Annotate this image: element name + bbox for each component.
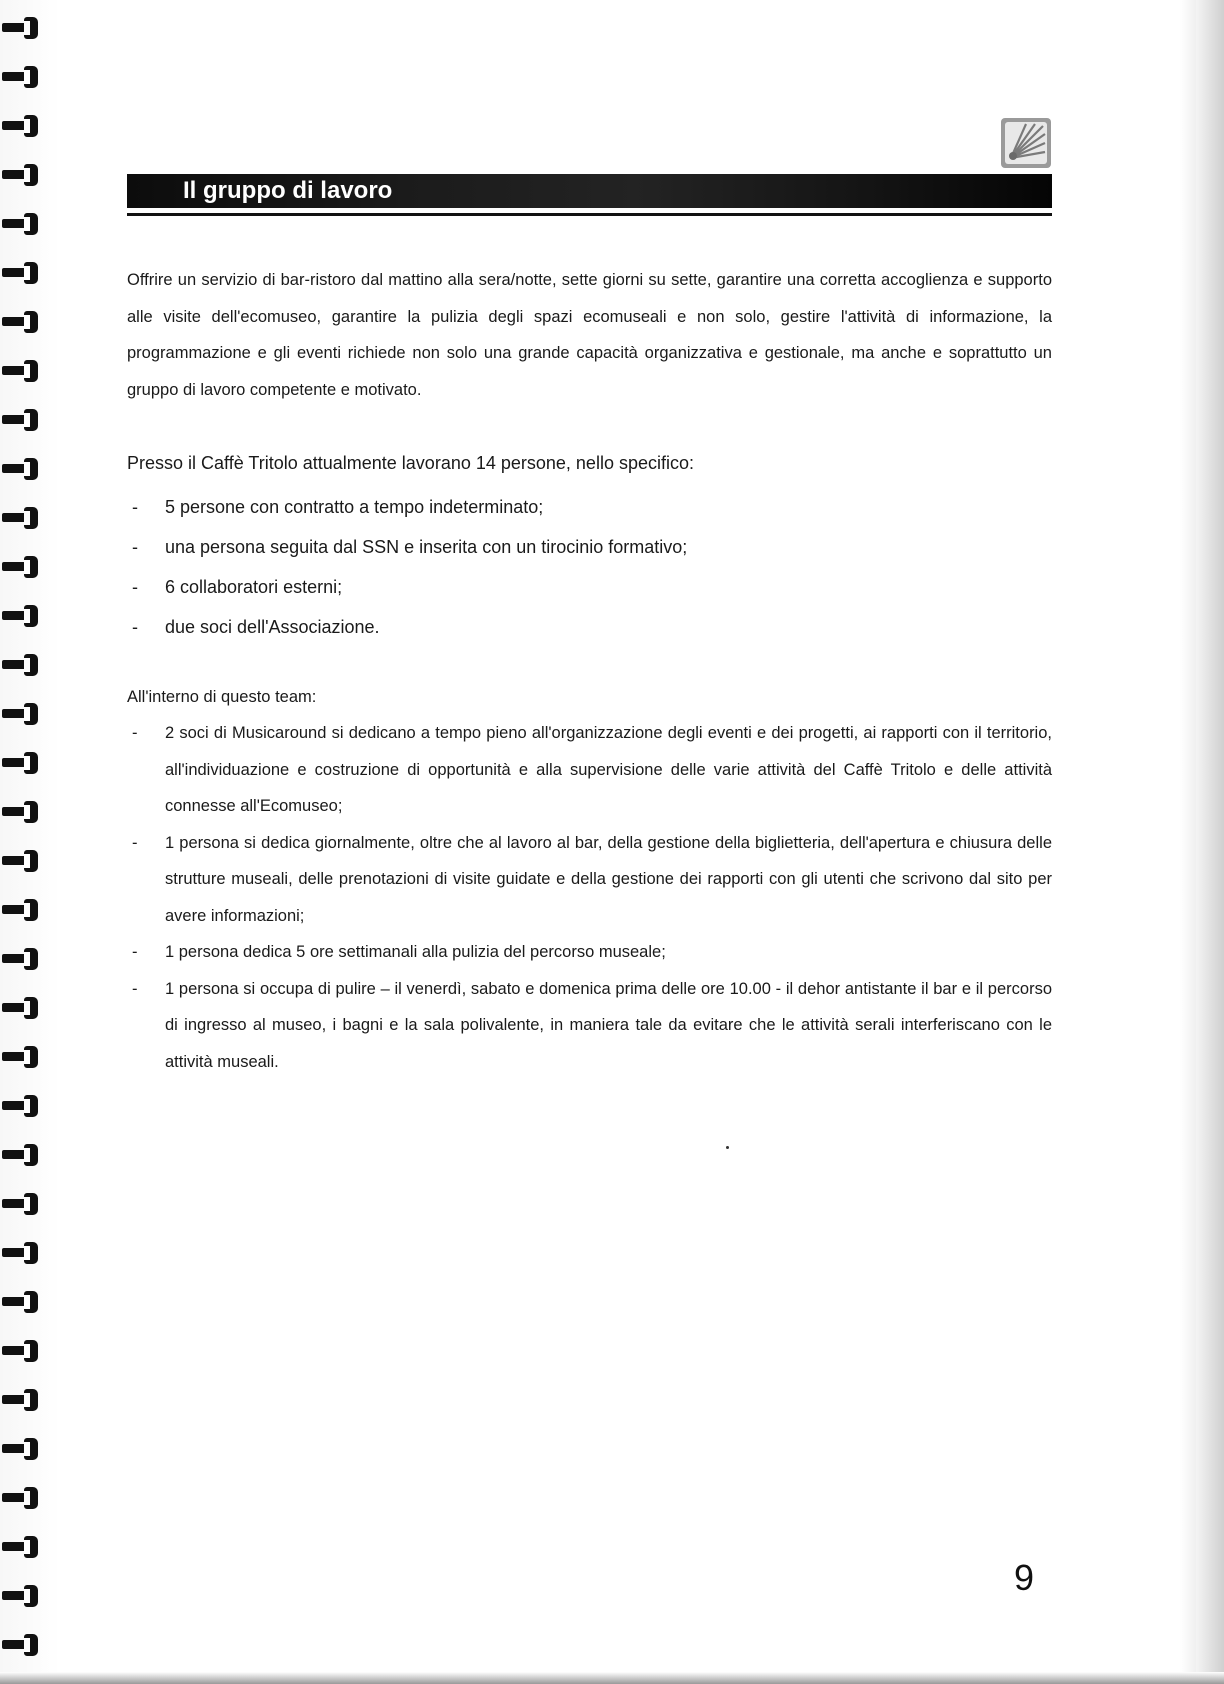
team-intro: All'interno di questo team:	[127, 688, 317, 706]
binding-ring	[2, 1242, 38, 1264]
binding-ring	[2, 1438, 38, 1460]
staff-list	[127, 487, 1052, 647]
binding-ring	[2, 164, 38, 186]
list-item-text: due soci dell'Associazione.	[165, 617, 380, 637]
binding-ring	[2, 1144, 38, 1166]
list-dash: -	[132, 979, 138, 998]
binding-ring	[2, 1536, 38, 1558]
list-item	[127, 971, 1052, 1081]
binding-ring	[2, 1291, 38, 1313]
intro-paragraph: Offrire un servizio di bar-ristoro dal mattino alla sera/notte, sette giorni su sette, garantire una corretta accoglienza e supporto alle visite dell'ecomuseo, garantire la pulizia degli spazi ecomuseali e non solo, gestire l'attività di informazione, la programmazione e gli eventi richiede non solo una grande capacità organizzativa e gestionale, ma anche e soprattutto un gruppo di lavoro competente e motivato.	[127, 271, 1052, 399]
list-item	[127, 607, 1052, 647]
binding-ring	[2, 1046, 38, 1068]
binding-ring	[2, 115, 38, 137]
binding-ring	[2, 801, 38, 823]
binding-ring	[2, 311, 38, 333]
section-header-rule	[127, 213, 1052, 216]
binding-ring	[2, 262, 38, 284]
spiral-binding	[0, 0, 50, 1684]
list-item-text: 2 soci di Musicaround si dedicano a tempo pieno all'organizzazione degli eventi e dei progetti, ai rapporti con il territorio, all'individuazione e costruzione di opportunità e alla supervisione delle varie attività del Caffè Tritolo e delle attività connesse all'Ecomuseo;	[165, 724, 1052, 815]
list-item-text: 1 persona si dedica giornalmente, oltre che al lavoro al bar, della gestione della biglietteria, dell'apertura e chiusura delle strutture museali, delle prenotazioni di visite guidate e della gestione dei rapporti con gli utenti che scrivono dal sito per avere informazioni;	[165, 833, 1052, 925]
binding-ring	[2, 948, 38, 970]
page-number: 9	[1013, 1557, 1035, 1598]
binding-ring	[2, 17, 38, 39]
binding-ring	[2, 556, 38, 578]
list-item	[127, 527, 1052, 567]
binding-ring	[2, 899, 38, 921]
binding-ring	[2, 654, 38, 676]
list-dash: -	[132, 497, 138, 517]
list-item	[127, 825, 1052, 935]
list-item-text: una persona seguita dal SSN e inserita con un tirocinio formativo;	[165, 537, 688, 557]
binding-ring	[2, 1585, 38, 1607]
list-item-text: 5 persone con contratto a tempo indeterminato;	[165, 497, 544, 517]
list-dash: -	[132, 577, 138, 597]
page-edge-shadow	[1196, 0, 1224, 1684]
page-bottom-shadow	[0, 1672, 1224, 1684]
team-list	[127, 715, 1052, 1080]
binding-ring	[2, 409, 38, 431]
binding-ring	[2, 850, 38, 872]
list-item-text: 1 persona dedica 5 ore settimanali alla pulizia del percorso museale;	[165, 943, 666, 961]
binding-ring	[2, 507, 38, 529]
section-title: Il gruppo di lavoro	[183, 177, 393, 204]
list-item-text: 6 collaboratori esterni;	[165, 577, 343, 597]
list-item	[127, 487, 1052, 527]
list-item	[127, 715, 1052, 825]
scan-speck	[726, 1146, 729, 1149]
binding-ring	[2, 66, 38, 88]
list-dash: -	[132, 833, 138, 852]
binding-ring	[2, 213, 38, 235]
list-item	[127, 567, 1052, 607]
binding-ring	[2, 360, 38, 382]
binding-ring	[2, 1340, 38, 1362]
list-dash: -	[132, 617, 138, 637]
list-item	[127, 934, 1052, 971]
binding-ring	[2, 605, 38, 627]
tritolo-burst-logo-icon	[999, 116, 1053, 170]
binding-ring	[2, 752, 38, 774]
list-item-text: 1 persona si occupa di pulire – il venerdì, sabato e domenica prima delle ore 10.00 - il dehor antistante il bar e il percorso di ingresso al museo, i bagni e la sala polivalente, in maniera tale da evitare che le attività serali interferiscano con le attività museali.	[165, 979, 1052, 1071]
list-dash: -	[132, 724, 138, 742]
binding-ring	[2, 703, 38, 725]
binding-ring	[2, 1095, 38, 1117]
staff-intro: Presso il Caffè Tritolo attualmente lavorano 14 persone, nello specifico:	[127, 453, 694, 473]
binding-ring	[2, 1634, 38, 1656]
list-dash: -	[132, 537, 138, 557]
list-dash: -	[132, 943, 138, 961]
binding-ring	[2, 1389, 38, 1411]
binding-ring	[2, 997, 38, 1019]
binding-ring	[2, 458, 38, 480]
binding-ring	[2, 1487, 38, 1509]
binding-ring	[2, 1193, 38, 1215]
